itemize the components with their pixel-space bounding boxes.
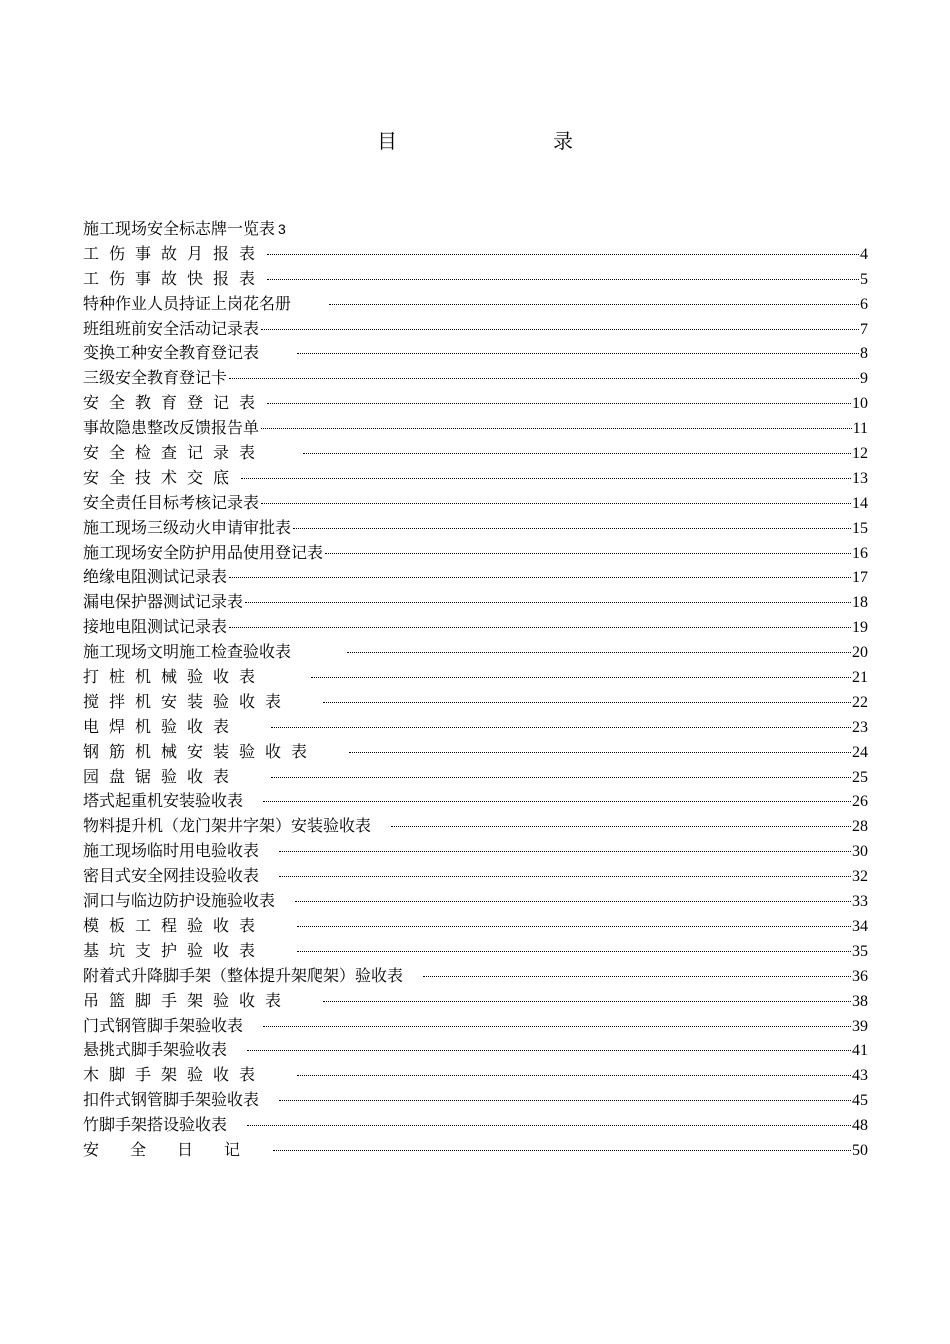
toc-entry-label: 施工现场安全防护用品使用登记表 (83, 542, 324, 562)
toc-entry[interactable] (83, 1113, 868, 1138)
toc-entry-label: 打桩机械验收表 (83, 667, 266, 687)
toc-dot-leader (297, 926, 851, 927)
toc-entry-label: 工伤事故快报表 (83, 268, 266, 288)
toc-entry[interactable] (83, 491, 868, 516)
toc-dot-leader (267, 403, 851, 404)
toc-entry-page-number: 32 (852, 868, 868, 886)
toc-entry[interactable] (83, 441, 868, 466)
toc-entry-page-number: 38 (852, 992, 868, 1010)
toc-entry-label: 塔式起重机安装验收表 (83, 791, 244, 811)
toc-entry-label: 班组班前安全活动记录表 (83, 318, 260, 338)
toc-entry-label: 安全教育登记表 (83, 393, 266, 413)
toc-entry-label: 变换工种安全教育登记表 (83, 343, 260, 363)
toc-entry[interactable] (83, 789, 868, 814)
toc-entry-label: 安全责任目标考核记录表 (83, 492, 260, 512)
toc-dot-leader (423, 976, 851, 977)
table-of-contents (83, 217, 868, 1163)
toc-entry-page-number: 45 (852, 1092, 868, 1110)
toc-dot-leader (261, 428, 852, 429)
toc-entry-page-number: 20 (852, 644, 868, 662)
toc-dot-leader (347, 652, 851, 653)
toc-dot-leader (297, 353, 859, 354)
toc-entry-label: 搅拌机安装验收表 (83, 691, 292, 711)
toc-entry-label: 基坑支护验收表 (83, 940, 266, 960)
toc-dot-leader (297, 1075, 851, 1076)
toc-entry-page-number: 9 (860, 370, 868, 388)
toc-dot-leader (311, 677, 851, 678)
toc-dot-leader (245, 602, 851, 603)
toc-dot-leader (297, 951, 851, 952)
toc-entry-page-number: 11 (852, 420, 868, 438)
toc-dot-leader (247, 1050, 851, 1051)
toc-entry[interactable] (83, 1088, 868, 1113)
toc-entry[interactable] (83, 665, 868, 690)
toc-entry-label: 漏电保护器测试记录表 (83, 592, 244, 612)
toc-entry-page-number: 6 (860, 295, 868, 313)
toc-entry-page-number: 12 (852, 445, 868, 463)
toc-entry-page-number: 13 (852, 469, 868, 487)
toc-dot-leader (279, 876, 851, 877)
toc-entry-page-number: 17 (852, 569, 868, 587)
toc-entry[interactable] (83, 242, 868, 267)
toc-entry[interactable] (83, 541, 868, 566)
toc-entry[interactable] (83, 765, 868, 790)
toc-entry[interactable] (83, 466, 868, 491)
toc-entry-page-number: 21 (852, 669, 868, 687)
toc-dot-leader (229, 378, 859, 379)
toc-dot-leader (273, 1150, 851, 1151)
toc-entry-label: 施工现场三级动火申请审批表 (83, 517, 292, 537)
toc-entry-label: 密目式安全网挂设验收表 (83, 866, 260, 886)
toc-dot-leader (261, 503, 851, 504)
toc-entry-label: 钢筋机械安装验收表 (83, 741, 318, 761)
toc-entry[interactable] (83, 989, 868, 1014)
toc-entry[interactable] (83, 391, 868, 416)
toc-entry-page-number: 50 (852, 1141, 868, 1159)
toc-entry-page-number: 30 (852, 843, 868, 861)
toc-entry-label: 事故隐患整改反馈报告单 (83, 418, 260, 438)
toc-entry[interactable] (83, 814, 868, 839)
toc-dot-leader (261, 329, 859, 330)
toc-entry-label: 电焊机验收表 (83, 716, 240, 736)
toc-entry-label: 竹脚手架搭设验收表 (83, 1115, 228, 1135)
toc-entry-page-number: 35 (852, 942, 868, 960)
toc-entry[interactable] (83, 565, 868, 590)
toc-entry-page-number: 41 (852, 1042, 868, 1060)
toc-dot-leader (267, 254, 859, 255)
toc-dot-leader (329, 304, 859, 305)
toc-entry-label: 扣件式钢管脚手架验收表 (83, 1090, 260, 1110)
toc-entry-page-number: 19 (852, 619, 868, 637)
toc-entry[interactable] (83, 267, 868, 292)
toc-entry-label: 安全技术交底 (83, 467, 240, 487)
toc-entry-label: 模板工程验收表 (83, 915, 266, 935)
toc-entry[interactable] (83, 292, 868, 317)
toc-dot-leader (323, 1001, 851, 1002)
toc-entry[interactable] (83, 1038, 868, 1063)
toc-entry-page-number: 15 (852, 519, 868, 537)
toc-dot-leader (295, 901, 851, 902)
toc-dot-leader (279, 851, 851, 852)
toc-entry-label: 吊篮脚手架验收表 (83, 990, 292, 1010)
toc-entry-label: 绝缘电阻测试记录表 (83, 567, 228, 587)
toc-entry[interactable] (83, 590, 868, 615)
toc-dot-leader (323, 702, 851, 703)
toc-entry-page-number: 26 (852, 793, 868, 811)
toc-entry[interactable] (83, 1138, 868, 1163)
toc-entry-label: 施工现场安全标志牌一览表 (83, 219, 276, 238)
toc-entry[interactable] (83, 864, 868, 889)
toc-dot-leader (241, 478, 851, 479)
toc-entry[interactable] (83, 516, 868, 541)
toc-dot-leader (267, 279, 859, 280)
toc-dot-leader (293, 528, 851, 529)
toc-entry-label: 悬挑式脚手架验收表 (83, 1040, 228, 1060)
toc-entry-page-number: 24 (852, 743, 868, 761)
toc-entry-label: 园盘锯验收表 (83, 766, 240, 786)
toc-entry[interactable] (83, 715, 868, 740)
toc-entry-page-number: 22 (852, 693, 868, 711)
toc-entry[interactable] (83, 839, 868, 864)
toc-entry-page-number: 43 (852, 1067, 868, 1085)
toc-dot-leader (271, 727, 851, 728)
toc-entry-label: 安全日记 (83, 1139, 272, 1159)
toc-entry[interactable] (83, 217, 868, 242)
toc-entry-page-number: 33 (852, 893, 868, 911)
toc-dot-leader (303, 453, 851, 454)
toc-entry[interactable] (83, 740, 868, 765)
toc-entry-page-number: 3 (278, 221, 286, 237)
toc-entry[interactable] (83, 690, 868, 715)
toc-dot-leader (391, 826, 851, 827)
toc-entry[interactable] (83, 1063, 868, 1088)
toc-entry-label: 接地电阻测试记录表 (83, 617, 228, 637)
toc-dot-leader (325, 553, 851, 554)
toc-dot-leader (263, 1026, 851, 1027)
toc-entry-label: 特种作业人员持证上岗花名册 (83, 293, 292, 313)
toc-dot-leader (271, 777, 851, 778)
toc-dot-leader (247, 1125, 851, 1126)
toc-entry-label: 安全检查记录表 (83, 443, 266, 463)
toc-entry-page-number: 16 (852, 544, 868, 562)
page-title: 目 录 (377, 129, 641, 153)
toc-entry[interactable] (83, 939, 868, 964)
toc-entry-page-number: 4 (860, 245, 868, 263)
toc-entry[interactable] (83, 341, 868, 366)
toc-entry-label: 洞口与临边防护设施验收表 (83, 891, 276, 911)
toc-entry-label: 三级安全教育登记卡 (83, 368, 228, 388)
toc-entry-page-number: 7 (860, 320, 868, 338)
toc-entry[interactable] (83, 889, 868, 914)
toc-dot-leader (229, 577, 851, 578)
toc-entry-label: 物料提升机（龙门架井字架）安装验收表 (83, 816, 372, 836)
toc-entry-page-number: 25 (852, 768, 868, 786)
toc-entry[interactable] (83, 1014, 868, 1039)
toc-entry-label: 附着式升降脚手架（整体提升架爬架）验收表 (83, 965, 404, 985)
toc-entry-label: 门式钢管脚手架验收表 (83, 1015, 244, 1035)
toc-entry-page-number: 8 (860, 345, 868, 363)
toc-entry[interactable] (83, 317, 868, 342)
toc-entry-page-number: 5 (860, 270, 868, 288)
toc-dot-leader (263, 801, 851, 802)
toc-dot-leader (229, 627, 851, 628)
toc-entry-page-number: 34 (852, 917, 868, 935)
toc-dot-leader (279, 1100, 851, 1101)
toc-entry-label: 施工现场文明施工检查验收表 (83, 642, 292, 662)
toc-entry-page-number: 10 (852, 395, 868, 413)
toc-entry[interactable] (83, 964, 868, 989)
toc-entry-page-number: 36 (852, 967, 868, 985)
toc-entry-page-number: 48 (852, 1117, 868, 1135)
toc-entry-page-number: 28 (852, 818, 868, 836)
toc-entry-page-number: 18 (852, 594, 868, 612)
toc-entry-page-number: 23 (852, 718, 868, 736)
toc-entry[interactable] (83, 914, 868, 939)
toc-entry-page-number: 39 (852, 1017, 868, 1035)
toc-entry-label: 木脚手架验收表 (83, 1065, 266, 1085)
toc-entry[interactable] (83, 640, 868, 665)
toc-entry[interactable] (83, 366, 868, 391)
toc-entry-page-number: 14 (852, 494, 868, 512)
toc-dot-leader (349, 752, 851, 753)
toc-entry[interactable] (83, 615, 868, 640)
toc-entry-label: 工伤事故月报表 (83, 243, 266, 263)
toc-entry-label: 施工现场临时用电验收表 (83, 841, 260, 861)
toc-entry[interactable] (83, 416, 868, 441)
